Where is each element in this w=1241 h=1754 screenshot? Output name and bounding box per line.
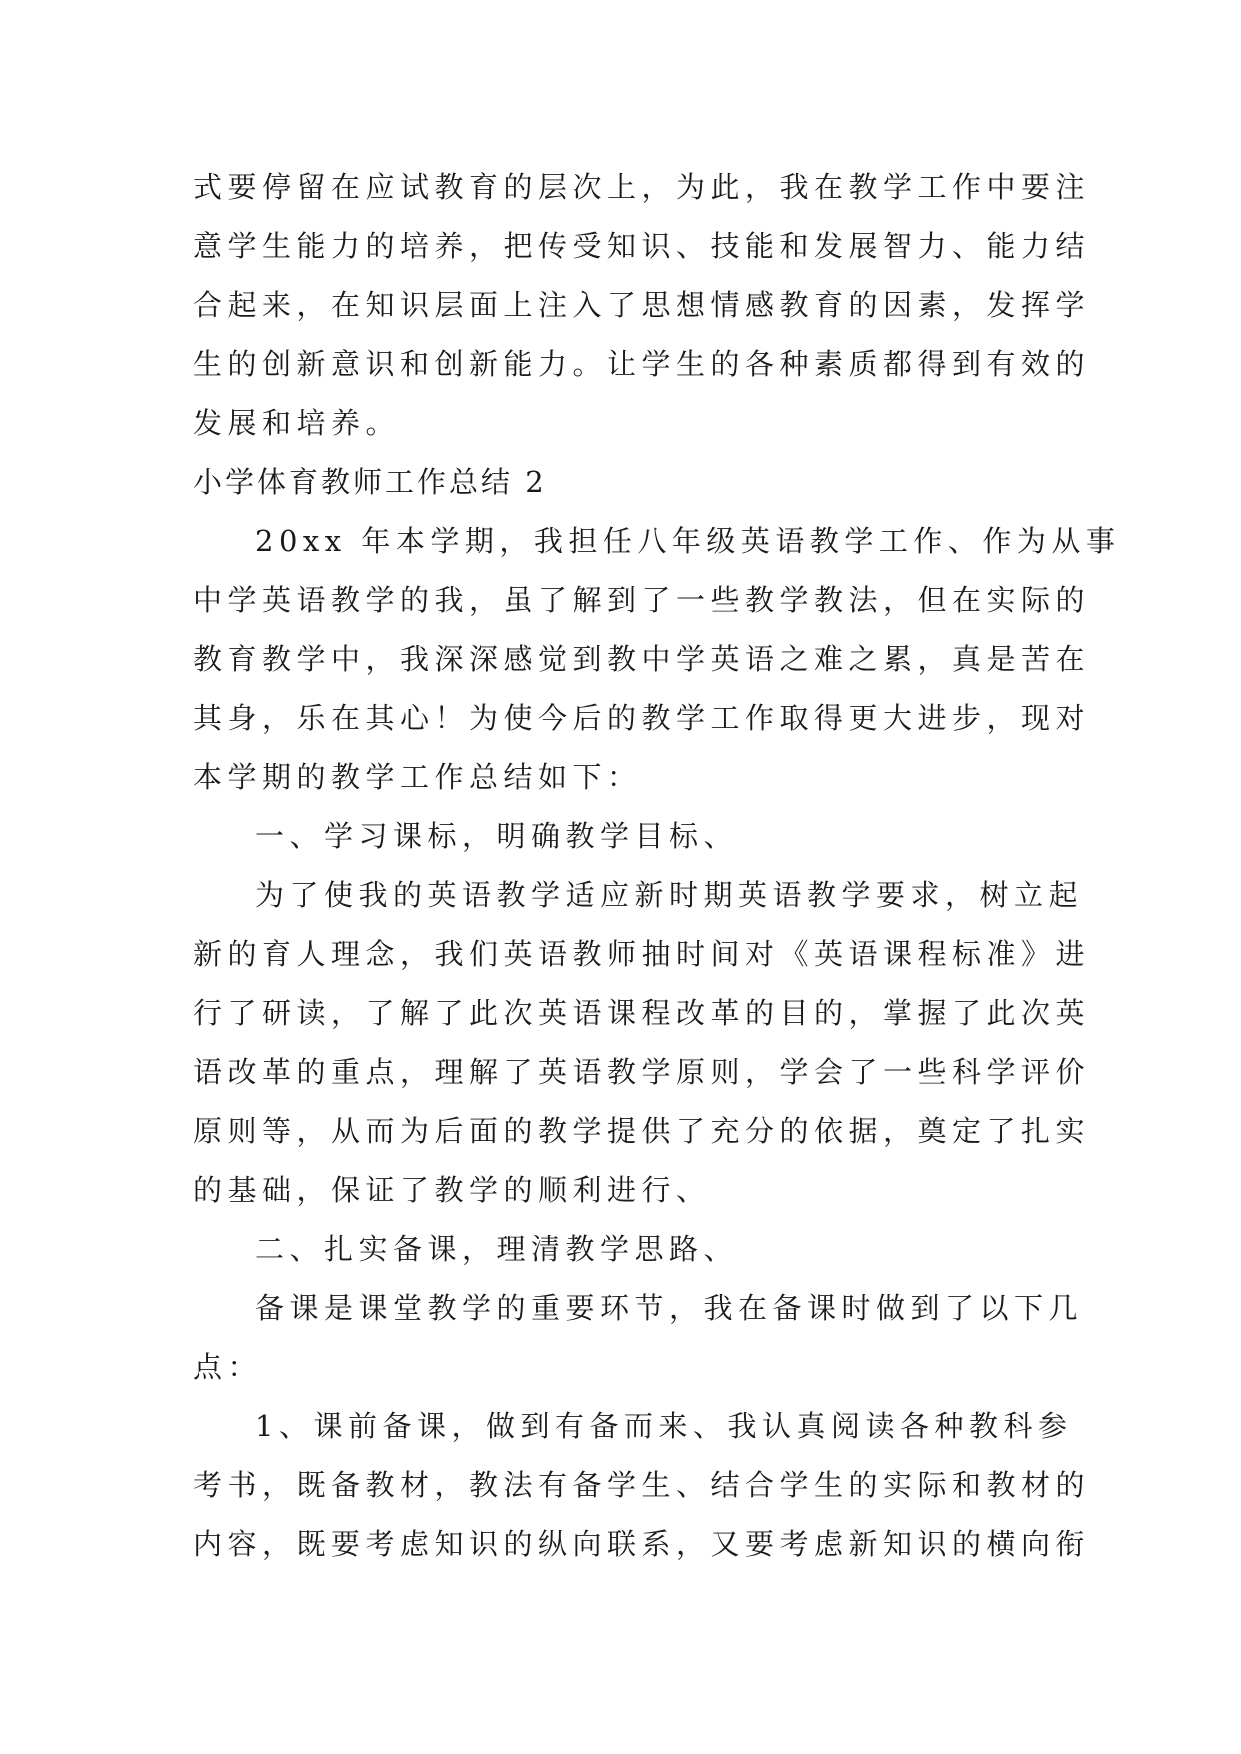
paragraph-first-line: 20xx 年本学期，我担任八年级英语教学工作、作为从事 [255,524,1121,558]
text-line: 行了研读，了解了此次英语课程改革的目的，掌握了此次英 [193,996,1091,1030]
paragraph-first-line: 为了使我的英语教学适应新时期英语教学要求，树立起 [255,878,1084,912]
text-line: 生的创新意识和创新能力。让学生的各种素质都得到有效的 [193,347,1091,381]
text-line: 考书，既备教材，教法有备学生、结合学生的实际和教材的 [193,1468,1091,1502]
text-line: 教育教学中，我深深感觉到教中学英语之难之累，真是苦在 [193,642,1091,676]
text-line: 新的育人理念，我们英语教师抽时间对《英语课程标准》进 [193,937,1091,971]
text-line: 原则等，从而为后面的教学提供了充分的依据，奠定了扎实 [193,1114,1091,1148]
text-line: 发展和培养。 [193,406,401,440]
text-line: 语改革的重点，理解了英语教学原则，学会了一些科学评价 [193,1055,1091,1089]
text-line: 内容，既要考虑知识的纵向联系，又要考虑新知识的横向衔 [193,1527,1091,1561]
text-line: 中学英语教学的我，虽了解到了一些教学教法，但在实际的 [193,583,1091,617]
text-line: 其身，乐在其心！为使今后的教学工作取得更大进步，现对 [193,701,1091,735]
document-body [193,158,1121,1574]
text-line: 意学生能力的培养，把传受知识、技能和发展智力、能力结 [193,229,1091,263]
text-line: 本学期的教学工作总结如下： [193,760,642,794]
subheading-1: 一、学习课标，明确教学目标、 [255,819,739,853]
section-heading: 小学体育教师工作总结 2 [193,465,547,499]
list-item-1: 1、课前备课，做到有备而来、我认真阅读各种教科参 [255,1409,1073,1443]
text-line: 点： [193,1350,263,1384]
paragraph-first-line: 备课是课堂教学的重要环节，我在备课时做到了以下几 [255,1291,1084,1325]
text-line: 的基础，保证了教学的顺利进行、 [193,1173,711,1207]
subheading-2: 二、扎实备课，理清教学思路、 [255,1232,739,1266]
text-line: 式要停留在应试教育的层次上，为此，我在教学工作中要注 [193,170,1091,204]
text-line: 合起来，在知识层面上注入了思想情感教育的因素，发挥学 [193,288,1091,322]
